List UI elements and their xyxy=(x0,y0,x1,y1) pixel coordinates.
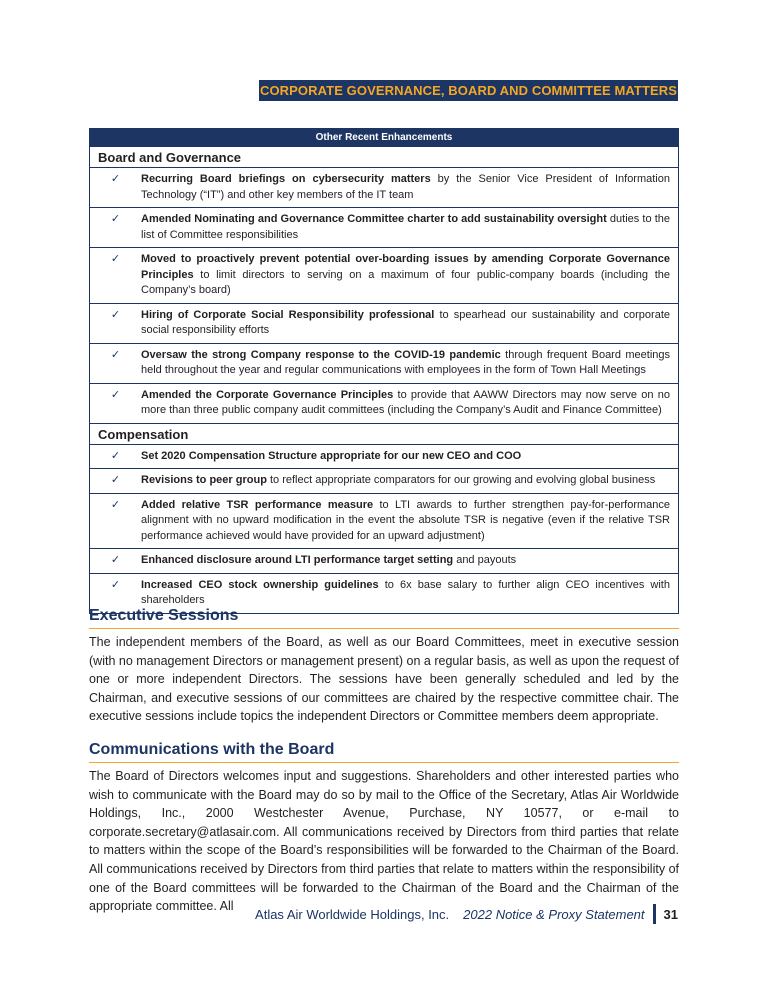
checkmark-icon: ✓ xyxy=(110,308,121,321)
table-row xyxy=(90,549,678,574)
table-row xyxy=(90,248,678,304)
item-bold: Revisions to peer group xyxy=(141,474,267,486)
checkmark-icon: ✓ xyxy=(110,348,121,361)
checkmark-icon: ✓ xyxy=(110,173,121,185)
item-detail: to 6x base salary to further align CEO incentives with shareholders xyxy=(141,578,670,606)
item-bold: Increased CEO stock ownership guidelines xyxy=(141,578,379,591)
item-text xyxy=(141,449,670,465)
table-row xyxy=(90,384,678,424)
item-text xyxy=(141,553,670,569)
enhancements-table xyxy=(89,128,679,614)
item-bold: Moved to proactively prevent potential over-boarding issues by amending Corporate Governance Principles xyxy=(141,253,670,281)
checkmark-icon: ✓ xyxy=(110,388,121,401)
section-banner: CORPORATE GOVERNANCE, BOARD AND COMMITTEE MATTERS xyxy=(259,80,678,101)
item-bold: Hiring of Corporate Social Responsibility professional xyxy=(141,308,435,321)
table-row xyxy=(90,494,678,550)
item-detail: by the Senior Vice President of Information Technology (“IT”) and other key members of the IT team xyxy=(141,173,670,201)
item-text xyxy=(141,252,670,299)
page-footer xyxy=(255,904,678,924)
item-text xyxy=(141,212,670,243)
table-row xyxy=(90,469,678,494)
item-text xyxy=(141,172,670,203)
item-text xyxy=(141,473,670,489)
item-bold: Amended the Corporate Governance Principles xyxy=(141,388,394,401)
executive-sessions-body: The independent members of the Board, as well as our Board Committees, meet in executive session (with no management Directors or management present) on a regular basis, as well as upon the request of one or more independent Directors. The sessions have been generally scheduled and led by the Chairman, and executive sessions of our committees are chaired by the respective committee chair. The executive sessions include topics the independent Directors or Committee members deem appropriate. xyxy=(89,635,679,724)
checkmark-icon: ✓ xyxy=(110,498,121,511)
table-row xyxy=(90,168,678,208)
item-text xyxy=(141,498,670,545)
group-heading: Board and Governance xyxy=(90,147,678,168)
table-row xyxy=(90,304,678,344)
table-row xyxy=(90,208,678,248)
checkmark-icon: ✓ xyxy=(110,213,121,225)
communications-body: The Board of Directors welcomes input and suggestions. Shareholders and other interested parties who wish to communicate with the Board may do so by mail to the Office of the Secretary, Atlas Air Worldwide Holdings, Inc., 2000 Westchester Avenue, Purchase, NY 10577, or e-mail to corporate.secretary@atlasair.com. All communications received by Directors from third parties that relate to matters within the scope of the Board’s responsibilities will be forwarded to the Chairman of the Board. All communications received by Directors from third parties that relate to matters within the responsibility of one of the Board committees will be forwarded to the Chairman of the Board and the Chairman of the appropriate committee. All xyxy=(89,769,679,914)
item-text xyxy=(141,348,670,379)
checkmark-icon: ✓ xyxy=(110,474,121,486)
item-detail: to reflect appropriate comparators for our growing and evolving global business xyxy=(266,474,656,486)
checkmark-icon: ✓ xyxy=(110,449,121,462)
footer-company: Atlas Air Worldwide Holdings, Inc. xyxy=(255,906,450,922)
item-bold: Oversaw the strong Company response to the COVID-19 pandemic xyxy=(141,348,501,361)
table-header: Other Recent Enhancements xyxy=(90,129,678,147)
group-heading: Compensation xyxy=(90,424,678,445)
footer-document: 2022 Notice & Proxy Statement xyxy=(463,906,645,922)
item-bold: Enhanced disclosure around LTI performance target setting xyxy=(141,554,454,566)
item-detail: duties to the list of Committee responsibilities xyxy=(141,213,670,241)
item-detail: to spearhead our sustainability and corporate social responsibility efforts xyxy=(141,308,670,336)
item-detail: through frequent Board meetings held throughout the year and regular communications with employees in the form of Town Hall Meetings xyxy=(141,348,670,376)
item-text xyxy=(141,308,670,339)
page-number: 31 xyxy=(663,906,678,922)
item-bold: Amended Nominating and Governance Committee charter to add sustainability oversight xyxy=(141,213,607,225)
item-bold: Set 2020 Compensation Structure appropriate for our new CEO and COO xyxy=(141,449,522,462)
table-row xyxy=(90,344,678,384)
item-text xyxy=(141,388,670,419)
checkmark-icon: ✓ xyxy=(110,253,121,265)
table-row xyxy=(90,445,678,470)
footer-divider xyxy=(653,904,656,924)
executive-sessions-heading: Executive Sessions xyxy=(89,607,679,629)
item-bold: Added relative TSR performance measure xyxy=(141,498,374,511)
communications-heading: Communications with the Board xyxy=(89,741,679,763)
checkmark-icon: ✓ xyxy=(110,578,121,591)
item-text xyxy=(141,578,670,609)
item-bold: Recurring Board briefings on cybersecurity matters xyxy=(141,173,431,185)
item-detail: to limit directors to serving on a maximum of four public-company boards (including the Company’s board) xyxy=(141,268,670,296)
item-detail: to provide that AAWW Directors may now serve on no more than three public company audit committees (including the Company’s Audit and Finance Committee) xyxy=(141,388,670,416)
checkmark-icon: ✓ xyxy=(110,554,121,566)
item-detail: to LTI awards to further strengthen pay-for-performance alignment with no upward modification in the event the absolute TSR is negative (even if the relative TSR performance achieved would have provided for an upward adjustment) xyxy=(141,498,670,542)
item-detail: and payouts xyxy=(453,554,517,566)
